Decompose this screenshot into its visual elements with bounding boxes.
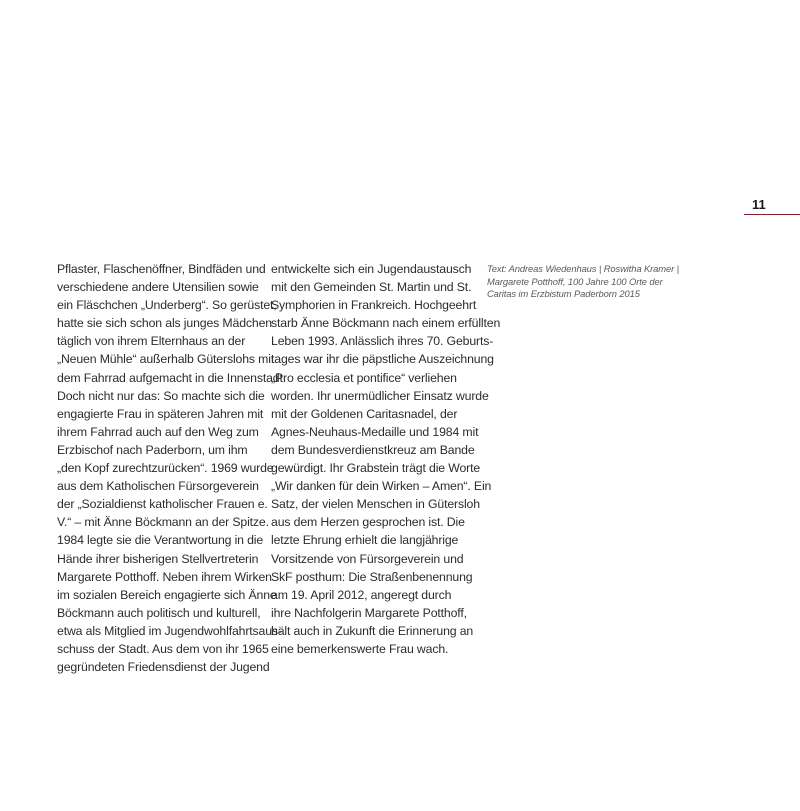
credit-line: Margarete Potthoff, 100 Jahre 100 Orte der (487, 275, 663, 287)
text-line: mit der Goldenen Caritasnadel, der (271, 406, 458, 421)
text-line: eine bemerkenswerte Frau wach. (271, 641, 449, 656)
text-line: engagierte Frau in späteren Jahren mit (57, 406, 264, 421)
text-line: aus dem Katholischen Fürsorgeverein (57, 479, 259, 494)
text-line: hält auch in Zukunft die Erinnerung an (271, 623, 474, 638)
credit-line: Text: Andreas Wiedenhaus | Roswitha Kramer | (487, 263, 679, 274)
text-line: hatte sie sich schon als junges Mädchen (57, 316, 272, 331)
text-line: im sozialen Bereich engagierte sich Änne (57, 587, 277, 602)
text-line: worden. Ihr unermüdlicher Einsatz wurde (271, 388, 489, 403)
text-line: Doch nicht nur das: So machte sich die (57, 388, 265, 403)
page-number: 11 (752, 197, 766, 212)
text-line: gegründeten Friedensdienst der Jugend (57, 660, 270, 675)
text-line: am 19. April 2012, angeregt durch (271, 587, 452, 602)
text-line: Agnes-Neuhaus-Medaille und 1984 mit (271, 424, 479, 439)
text-line: gewürdigt. Ihr Grabstein trägt die Worte (271, 461, 481, 476)
text-line: „Neuen Mühle“ außerhalb Güterslohs mit (57, 352, 275, 367)
text-line: starb Änne Böckmann nach einem erfüllten (271, 316, 501, 331)
credit-line: Caritas im Erzbistum Paderborn 2015 (487, 288, 640, 300)
text-line: dem Fahrrad aufgemacht in die Innenstadt. (57, 370, 286, 385)
text-line: „Wir danken für dein Wirken – Amen“. Ein (271, 479, 492, 494)
text-line: letzte Ehrung erhielt die langjährige (271, 533, 459, 548)
source-credit (487, 263, 679, 301)
text-line: schuss der Stadt. Aus dem von ihr 1965 (57, 641, 269, 656)
text-line: 1984 legte sie die Verantwortung in die (57, 533, 264, 548)
text-line: mit den Gemeinden St. Martin und St. (271, 280, 472, 295)
text-line: entwickelte sich ein Jugendaustausch (271, 262, 472, 276)
text-line: der „Sozialdienst katholischer Frauen e. (57, 497, 268, 512)
text-line: „Pro ecclesia et pontifice“ verliehen (271, 370, 457, 385)
text-line: Margarete Potthoff. Neben ihrem Wirken (57, 569, 272, 584)
text-line: Hände ihrer bisherigen Stellvertreterin (57, 551, 259, 566)
text-line: täglich von ihrem Elternhaus an der (57, 334, 246, 349)
text-line: Leben 1993. Anlässlich ihres 70. Geburts- (271, 334, 494, 349)
text-line: Vorsitzende von Fürsorgeverein und (271, 551, 464, 566)
text-line: ihre Nachfolgerin Margarete Potthoff, (271, 605, 467, 620)
text-line: aus dem Herzen gesprochen ist. Die (271, 515, 465, 530)
text-line: verschiedene andere Utensilien sowie (57, 280, 259, 295)
text-line: Erzbischof nach Paderborn, um ihm (57, 442, 248, 457)
page-number-rule (744, 214, 800, 215)
text-line: ein Fläschchen „Underberg“. So gerüstet, (57, 298, 277, 313)
text-line: tages war ihr die päpstliche Auszeichnung (271, 352, 494, 367)
text-line: Symphorien in Frankreich. Hochgeehrt (271, 298, 477, 313)
text-line: V.“ – mit Änne Böckmann an der Spitze. (57, 515, 269, 530)
text-line: Satz, der vielen Menschen in Gütersloh (271, 497, 480, 512)
text-line: SkF posthum: Die Straßenbenennung (271, 569, 473, 584)
text-line: dem Bundesverdienstkreuz am Bande (271, 442, 475, 457)
text-line: etwa als Mitglied im Jugendwohlfahrtsaus- (57, 623, 282, 638)
text-line: „den Kopf zurechtzurücken“. 1969 wurde (57, 461, 274, 476)
text-line: Pflaster, Flaschenöffner, Bindfäden und (57, 262, 266, 276)
text-line: ihrem Fahrrad auch auf den Weg zum (57, 424, 259, 439)
body-text-column-right (271, 260, 500, 658)
text-line: Böckmann auch politisch und kulturell, (57, 605, 261, 620)
body-text-column-left (57, 260, 286, 676)
